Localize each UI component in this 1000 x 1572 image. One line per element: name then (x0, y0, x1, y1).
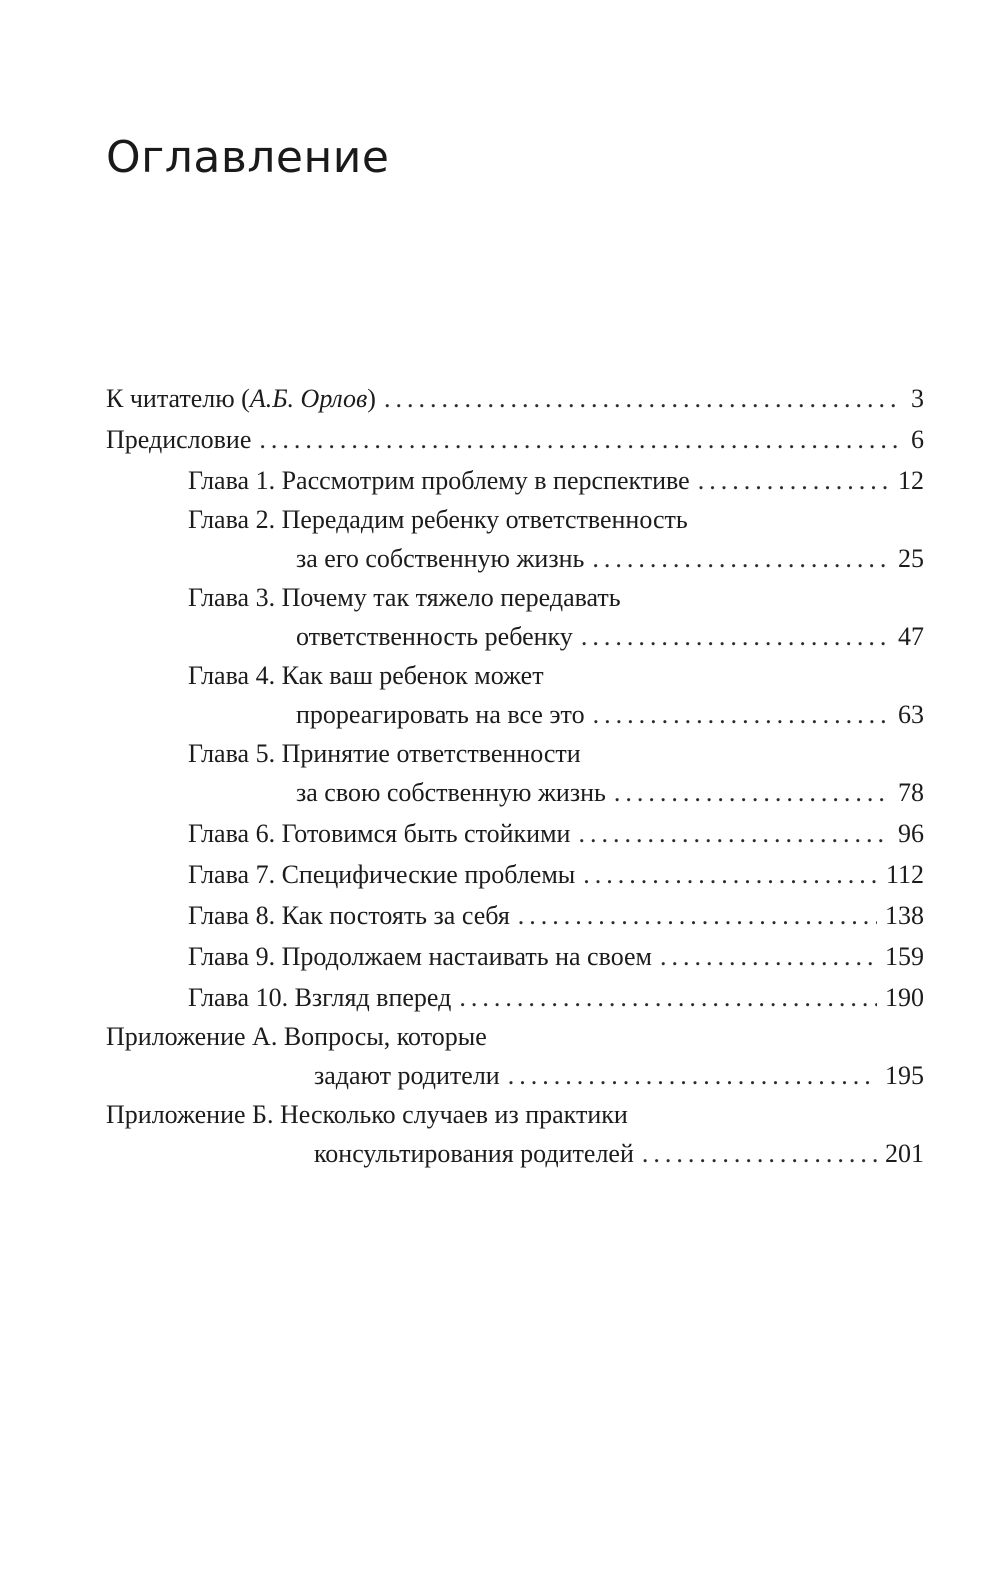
toc-entry-chapter-8[interactable] (106, 895, 924, 936)
dot-leader (459, 977, 877, 1018)
dot-leader (593, 694, 890, 735)
toc-entry-author: А.Б. Орлов (249, 384, 368, 413)
toc-entry-chapter-7[interactable] (106, 854, 924, 895)
toc-page-number: 6 (911, 425, 924, 454)
dot-leader (660, 936, 877, 977)
dot-leader (592, 538, 890, 579)
toc-entry-label-continued: за его собственную жизнь (296, 544, 585, 573)
toc-entry-label: Глава 5. Принятие ответственности (188, 739, 581, 768)
toc-page-number: 159 (885, 942, 924, 971)
toc-entry-label: Глава 7. Специфические проблемы (188, 860, 576, 889)
toc-entry-label-continued: ответственность ребенку (296, 622, 573, 651)
dot-leader (259, 419, 903, 460)
toc-page-number: 112 (885, 860, 924, 889)
dot-leader (614, 772, 890, 813)
toc-page-number: 25 (898, 544, 924, 573)
toc-entry-appendix-a[interactable] (106, 1018, 924, 1096)
toc-entry-chapter-3[interactable] (106, 579, 924, 657)
toc-page-number: 3 (911, 384, 924, 413)
toc-page-number: 12 (898, 466, 924, 495)
toc-entry-chapter-9[interactable] (106, 936, 924, 977)
dot-leader (583, 854, 878, 895)
toc-page-number: 78 (898, 778, 924, 807)
toc-entry-foreword-reader[interactable] (106, 378, 924, 419)
toc-entry-label: Глава 4. Как ваш ребенок может (188, 661, 544, 690)
dot-leader (698, 460, 890, 501)
toc-entry-label: Приложение А. Вопросы, которые (106, 1022, 487, 1051)
toc-page-number: 96 (898, 819, 924, 848)
toc-entry-label: Глава 2. Передадим ребенку ответственность (188, 505, 688, 534)
dot-leader (581, 616, 890, 657)
dot-leader (384, 378, 903, 419)
toc-page-number: 138 (885, 901, 924, 930)
toc-entry-label: Предисловие (106, 425, 252, 454)
toc-entry-label: Глава 9. Продолжаем настаивать на своем (188, 942, 653, 971)
dot-leader (518, 895, 877, 936)
toc-entry-label: Глава 10. Взгляд вперед (188, 983, 452, 1012)
toc-entry-label-continued: задают родители (314, 1061, 500, 1090)
toc-page-number: 201 (885, 1139, 924, 1168)
toc-entry-label: Глава 1. Рассмотрим проблему в перспективе (188, 466, 690, 495)
table-of-contents (106, 378, 924, 1174)
toc-page-number: 195 (885, 1061, 924, 1090)
toc-page-number: 190 (885, 983, 924, 1012)
toc-entry-label-continued: консультирования родителей (314, 1139, 634, 1168)
toc-entry-chapter-6[interactable] (106, 813, 924, 854)
toc-entry-chapter-5[interactable] (106, 735, 924, 813)
toc-entry-chapter-2[interactable] (106, 501, 924, 579)
toc-entry-chapter-4[interactable] (106, 657, 924, 735)
dot-leader (578, 813, 890, 854)
toc-entry-label: Глава 3. Почему так тяжело передавать (188, 583, 621, 612)
page-title: Оглавление (106, 132, 390, 183)
toc-entry-chapter-10[interactable] (106, 977, 924, 1018)
toc-entry-preface[interactable] (106, 419, 924, 460)
dot-leader (508, 1055, 877, 1096)
toc-page-number: 63 (898, 700, 924, 729)
toc-entry-label: Глава 8. Как постоять за себя (188, 901, 510, 930)
toc-entry-label: Приложение Б. Несколько случаев из практики (106, 1100, 628, 1129)
toc-entry-appendix-b[interactable] (106, 1096, 924, 1174)
toc-entry-label-continued: за свою собственную жизнь (296, 778, 606, 807)
toc-page-number: 47 (898, 622, 924, 651)
toc-entry-chapter-1[interactable] (106, 460, 924, 501)
toc-entry-label: К читателю (А.Б. Орлов) (106, 384, 376, 413)
dot-leader (642, 1133, 877, 1174)
toc-entry-label-continued: прореагировать на все это (296, 700, 585, 729)
toc-entry-label: Глава 6. Готовимся быть стойкими (188, 819, 571, 848)
